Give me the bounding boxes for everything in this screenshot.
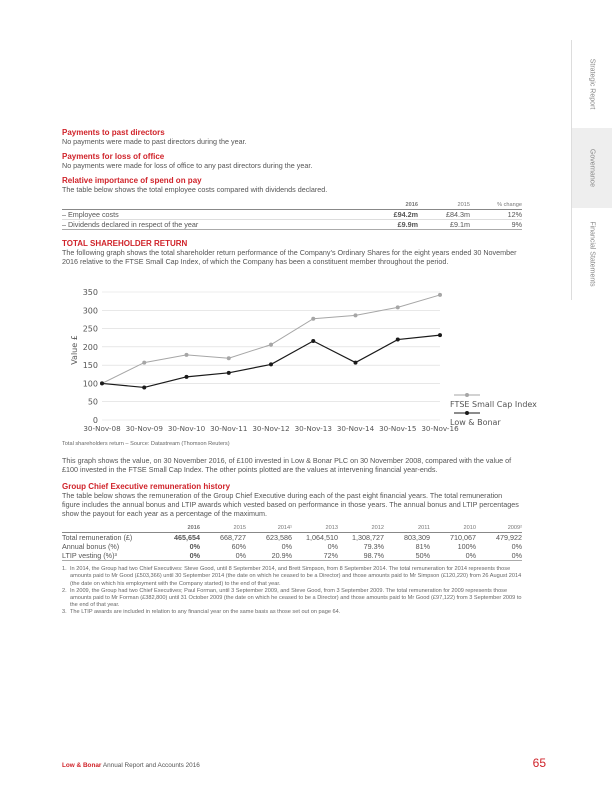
tsr-source: Total shareholders return – Source: Datastream (Thomson Reuters) [62,441,230,447]
footnote-text: In 2014, the Group had two Chief Executives: Steve Good, until 8 September 2014, and Brett Simpson, from 8 September 2014. The total remuneration for 2014 represents those amounts paid to Mr Good (£503,366) until 30 September 2014 (the date on which he ceased to be a Director) and those amounts paid to Mr Simpson (£120,220) from 26 August 2014 (the date on which his employment with the Company started) to the end of that year. [70,566,522,587]
footer-brand: Low & Bonar [62,762,102,769]
table-cell: 0% [327,542,338,552]
table-cell: £9.1m [450,220,470,229]
remuneration-table [62,523,522,561]
footnote-number: 1. [62,566,67,573]
row-label: LTIP vesting (%)³ [62,551,117,561]
x-tick-label: 30-Nov-09 [125,424,163,433]
remuneration-heading: Group Chief Executive remuneration history [62,482,231,492]
column-header: 2009² [507,524,522,531]
loss-of-office-text: No payments were made for loss of office to any past directors during the year. [62,161,313,170]
column-header: 2011 [417,524,430,531]
table-cell: 803,309 [404,533,430,543]
footer-title: Annual Report and Accounts 2016 [101,762,200,769]
y-tick-label: 50 [87,397,98,407]
sidebar-tab-governance[interactable] [571,128,612,208]
y-tick-label: 300 [82,306,98,316]
tsr-intro: The following graph shows the total shareholder return performance of the Company’s Ordinary Shares for the eight years ended 30 November 2016 relative to the FTSE Small Cap Index, of which the Company has been a constituent member throughout the period. [62,248,517,266]
spend-intro: The table below shows the total employee costs compared with dividends declared. [62,185,328,194]
column-header: 2013 [325,524,338,531]
table-cell: 0% [465,551,476,561]
data-point [142,385,146,389]
footnotes [62,566,522,616]
data-point [396,338,400,342]
remuneration-intro: The table below shows the remuneration of the Group Chief Executive during each of the past eight financial years. The total remuneration figure includes the annual bonus and LTIP awards which vested based on performance in those years. The annual bonus and LTIP percentages show the payout for each year as a percentage of the maximum. [62,491,519,519]
tsr-heading: TOTAL SHAREHOLDER RETURN [62,239,188,248]
data-point [185,353,189,357]
past-directors-text: No payments were made to past directors during the year. [62,137,247,146]
table-row [62,551,522,561]
table-cell: 12% [507,210,522,219]
sidebar-tab-strategic-report[interactable] [571,40,612,128]
legend-marker [465,411,469,415]
main-content-lower [62,441,522,617]
data-point [438,293,442,297]
column-header: 2010 [463,524,476,531]
row-label: – Dividends declared in respect of the year [62,220,199,229]
table-cell: 0% [511,551,522,561]
column-header: 2016 [405,201,418,208]
y-tick-label: 200 [82,342,98,352]
x-tick-label: 30-Nov-10 [167,424,206,433]
data-point [311,339,315,343]
table-cell: 1,308,727 [352,533,384,543]
sidebar-tab-label: Financial Statements [588,221,596,287]
footer [62,762,200,769]
table-cell: 623,586 [266,533,292,543]
legend-label: Low & Bonar [450,418,501,427]
footnote [62,566,522,588]
table-cell: 1,064,510 [306,533,338,543]
data-point [100,381,104,385]
table-row [62,533,522,543]
table-row [62,542,522,551]
data-point [396,305,400,309]
data-point [354,313,358,317]
data-point [311,317,315,321]
loss-of-office-heading: Payments for loss of office [62,152,165,161]
spend-table [62,200,522,230]
column-header: 2015 [233,524,246,531]
data-point [269,343,273,347]
sidebar-tab-label: Strategic Report [588,58,596,110]
main-content [62,128,522,266]
page-number: 65 [532,756,546,770]
table-cell: 20.9% [271,551,292,561]
y-tick-label: 350 [82,288,98,297]
table-cell: 0% [235,551,246,561]
data-point [227,356,231,360]
data-point [142,361,146,365]
column-header: 2015 [457,201,470,208]
table-cell: 72% [323,551,338,561]
table-cell: 0% [189,542,200,552]
past-directors-heading: Payments to past directors [62,128,165,137]
series-line [102,295,440,384]
table-cell: 9% [511,220,522,229]
table-header-row [62,523,522,533]
spend-heading: Relative importance of spend on pay [62,176,202,185]
table-cell: 100% [457,542,476,552]
table-cell: 98.7% [363,551,384,561]
data-point [269,362,273,366]
row-label: Total remuneration (£) [62,533,133,543]
legend-label: FTSE Small Cap Index [450,400,537,409]
footnote-number: 2. [62,587,67,594]
footnote [62,588,522,610]
column-header: 2016 [187,524,200,531]
x-tick-label: 30-Nov-13 [294,424,332,433]
row-label: – Employee costs [62,210,119,219]
data-point [227,371,231,375]
table-cell: 50% [415,551,430,561]
table-cell: £84.3m [446,210,470,219]
column-header: % change [497,201,522,208]
table-cell: £94.2m [393,210,418,219]
sidebar-tab-label: Governance [588,148,596,188]
x-tick-label: 30-Nov-15 [379,424,417,433]
table-cell: 465,654 [174,533,200,543]
data-point [354,361,358,365]
data-point [438,333,442,337]
table-cell: £9.9m [397,220,418,229]
footnote-text: In 2009, the Group had two Chief Executives; Paul Forman, until 3 September 2009, and Steve Good, from 3 September 2009. The total remuneration for 2009 represents those amounts paid to Mr Forman (£382,800) until 31 October 2009 (the date on which he ceased to be a Director) and those amounts paid to Mr Good (£97,122) from 3 September 2009 to the end of that year. [70,587,522,609]
table-cell: 0% [189,551,200,561]
table-header-row [62,200,522,210]
sidebar-tab-financial-statements[interactable] [571,208,612,300]
x-tick-label: 30-Nov-12 [252,424,290,433]
y-axis-label: Value £ [70,335,79,365]
row-label: Annual bonus (%) [62,542,120,552]
footnote-text: The LTIP awards are included in relation to any financial year on the same basis as those set out on page 64. [70,609,341,616]
table-cell: 79.3% [363,542,384,552]
tsr-line-chart [62,286,540,440]
x-tick-label: 30-Nov-08 [83,424,121,433]
table-cell: 60% [231,542,246,552]
tsr-after-text: This graph shows the value, on 30 November 2016, of £100 invested in Low & Bonar PLC on 30 November 2008, compared with the value of £100 invested in the FTSE Small Cap Index. The other points plotted are the values at intervening financial year-ends. [62,456,512,475]
column-header: 2012 [371,524,384,531]
legend-marker [465,393,469,397]
table-cell: 710,067 [450,533,476,543]
table-cell: 668,727 [220,533,246,543]
x-tick-label: 30-Nov-16 [421,424,459,433]
footnote [62,609,522,616]
table-cell: 0% [281,542,292,552]
table-cell: 0% [511,542,522,552]
table-cell: 81% [415,542,430,552]
x-tick-label: 30-Nov-14 [336,424,375,433]
table-row [62,210,522,220]
table-row [62,220,522,230]
y-tick-label: 250 [82,324,98,334]
data-point [185,375,189,379]
table-cell: 479,922 [496,533,522,543]
footnote-number: 3. [62,609,67,616]
column-header: 2014¹ [277,524,292,531]
x-tick-label: 30-Nov-11 [210,424,248,433]
y-tick-label: 150 [82,361,98,371]
y-tick-label: 0 [92,416,98,425]
y-tick-label: 100 [82,379,98,389]
